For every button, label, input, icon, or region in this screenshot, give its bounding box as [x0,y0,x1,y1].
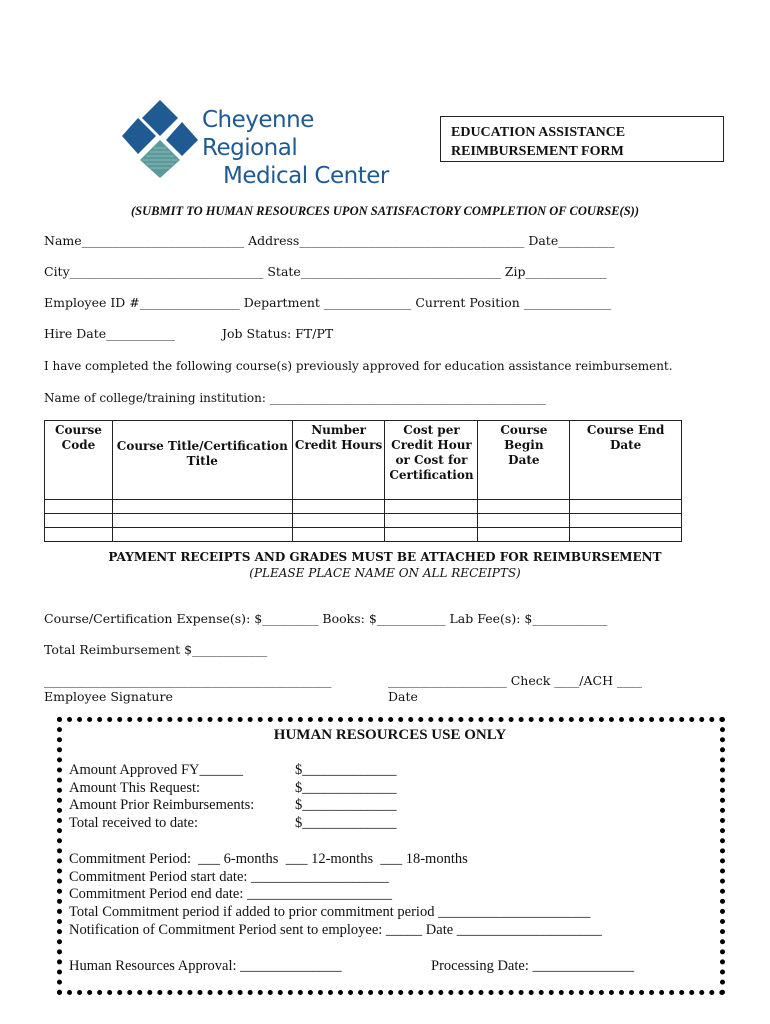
signature-date-payment-field[interactable]: ___________________ Check ____/ACH ____ [388,673,642,688]
commitment-period-options[interactable]: Commitment Period: ___ 6-months ___ 12-months ___ 18-months [69,851,468,867]
table-cell[interactable] [45,514,113,528]
hr-approval-field[interactable]: Human Resources Approval: ______________ [69,958,342,974]
total-commitment-field[interactable]: Total Commitment period if added to prior commitment period _____________________ [69,904,591,920]
table-cell[interactable] [478,514,570,528]
submit-instructions: (SUBMIT TO HUMAN RESOURCES UPON SATISFACTORY COMPLETION OF COURSE(S)) [131,204,639,218]
hospital-logo [120,100,410,189]
table-cell[interactable] [45,528,113,542]
table-cell[interactable] [478,528,570,542]
amount-approved-field[interactable]: $_____________ [295,762,397,778]
table-cell[interactable] [570,528,682,542]
amount-approved-label: Amount Approved FY______ [69,762,243,778]
table-cell[interactable] [292,514,385,528]
header-credit-hours: Number Credit Hours [292,421,385,500]
form-title-line-1: EDUCATION ASSISTANCE [451,125,626,140]
amount-this-request-field[interactable]: $_____________ [295,780,397,796]
logo-line-2: Medical Center [223,163,389,189]
job-status-field[interactable]: Job Status: FT/PT [222,326,334,341]
table-row [45,528,682,542]
total-received-label: Total received to date: [69,815,199,831]
hire-date-field[interactable]: Hire Date___________ [44,326,175,341]
table-cell[interactable] [385,528,478,542]
table-row [45,514,682,528]
table-cell[interactable] [385,500,478,514]
table-cell[interactable] [478,500,570,514]
employee-signature-line[interactable]: ______________________________________________ [44,673,332,688]
header-cost-per-credit: Cost per Credit Hour or Cost for Certification [385,421,478,500]
expenses-field[interactable]: Course/Certification Expense(s): $_________ Books: $___________ Lab Fee(s): $____________ [44,611,608,626]
place-name-note: (PLEASE PLACE NAME ON ALL RECEIPTS) [249,566,521,580]
header-course-code: Course Code [45,421,113,500]
notification-field[interactable]: Notification of Commitment Period sent to employee: _____ Date ____________________ [69,922,602,938]
name-address-date-field[interactable]: Name__________________________ Address____________________________________ Date_________ [44,233,615,248]
table-cell[interactable] [112,500,292,514]
table-cell[interactable] [570,500,682,514]
table-cell[interactable] [112,514,292,528]
amount-prior-label: Amount Prior Reimbursements: [69,797,255,813]
city-state-zip-field[interactable]: City_______________________________ State________________________________ Zip_____________ [44,264,607,279]
institution-field[interactable]: Name of college/training institution: ______________________________________________ [44,391,546,405]
payment-notice: PAYMENT RECEIPTS AND GRADES MUST BE ATTACHED FOR REIMBURSEMENT [108,550,662,564]
table-cell[interactable] [292,500,385,514]
amount-prior-field[interactable]: $_____________ [295,797,397,813]
table-cell[interactable] [292,528,385,542]
form-title-line-2: REIMBURSEMENT FORM [451,144,624,159]
header-end-date: Course End Date [570,421,682,500]
table-cell[interactable] [385,514,478,528]
form-title-box [440,116,724,162]
amount-this-request-label: Amount This Request: [69,780,201,796]
table-cell[interactable] [570,514,682,528]
header-course-title: Course Title/Certification Title [112,421,292,500]
course-table [44,420,682,542]
logo-diamond-icon [120,100,200,178]
logo-wordmark [202,106,410,190]
table-cell[interactable] [45,500,113,514]
header-begin-date: Course Begin Date [478,421,570,500]
employee-id-department-position-field[interactable]: Employee ID #________________ Department ______________ Current Position ______________ [44,295,612,310]
commitment-end-date-field[interactable]: Commitment Period end date: ____________________ [69,886,393,902]
total-reimbursement-field[interactable]: Total Reimbursement $____________ [44,642,268,657]
total-received-field[interactable]: $_____________ [295,815,397,831]
table-row [45,500,682,514]
signature-date-label: Date [388,689,418,704]
completed-statement: I have completed the following course(s) previously approved for education assistance reimbursement. [44,359,673,373]
processing-date-field[interactable]: Processing Date: ______________ [431,958,634,974]
commitment-start-date-field[interactable]: Commitment Period start date: ___________________ [69,869,389,885]
employee-signature-label: Employee Signature [44,689,173,704]
hr-section-title: HUMAN RESOURCES USE ONLY [273,727,507,743]
logo-line-1: Cheyenne Regional [202,107,314,161]
table-cell[interactable] [112,528,292,542]
course-table-header-row [45,421,682,500]
